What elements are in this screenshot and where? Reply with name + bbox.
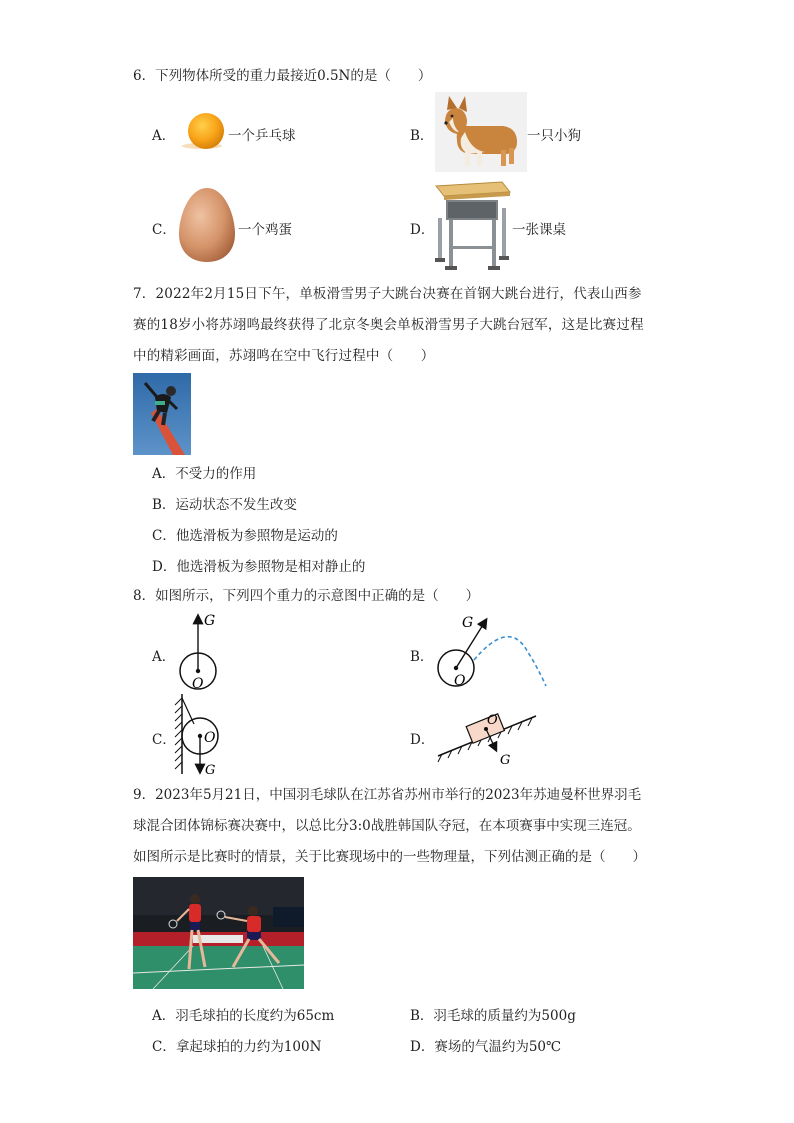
egg-icon: [176, 186, 238, 264]
badminton-match-photo: [133, 877, 304, 989]
center-label-o: O: [454, 673, 466, 689]
q6-stem: 6．下列物体所受的重力最接近0.5N的是（ ）: [133, 68, 432, 84]
force-label-g: G: [462, 615, 474, 631]
q8-option-b-letter: B．: [410, 649, 434, 665]
force-label-g: G: [205, 763, 216, 776]
school-desk-icon: [432, 178, 512, 276]
center-label-o: O: [204, 730, 216, 746]
q6-option-b-letter: B．: [410, 128, 434, 144]
q6-option-d-letter: D．: [410, 222, 435, 238]
q7-stem-line-1: 7．2022年2月15日下午，单板滑雪男子大跳台决赛在首钢大跳台进行，代表山西参: [133, 286, 642, 302]
q8-stem: 8．如图所示，下列四个重力的示意图中正确的是（ ）: [133, 588, 480, 604]
q9-option-a: A．羽毛球拍的长度约为65cm: [152, 1008, 335, 1024]
force-label-g: G: [204, 613, 216, 629]
diagram-c-ball-against-wall: [172, 694, 232, 776]
q6-option-c-text: 一个鸡蛋: [238, 222, 292, 238]
q9-stem-line-3: 如图所示是比赛时的情景，关于比赛现场中的一些物理量，下列估测正确的是（ ）: [133, 849, 646, 865]
diagram-b-ball-projectile: [430, 606, 554, 692]
q7-option-a: A．不受力的作用: [152, 466, 257, 482]
diagram-a-ball-upward-arrow: [170, 606, 240, 692]
q9-stem-line-1: 9．2023年5月21日，中国羽毛球队在江苏省苏州市举行的2023年苏迪曼杯世界羽毛: [133, 787, 642, 803]
q6-option-b-text: 一只小狗: [527, 128, 581, 144]
diagram-d-block-on-incline: [432, 700, 540, 770]
snowboarder-photo: [133, 373, 191, 455]
q6-option-a-letter: A．: [152, 128, 176, 144]
force-label-g: G: [500, 753, 511, 768]
center-label-o: O: [487, 713, 498, 728]
q6-option-a-text: 一个乒乓球: [228, 128, 296, 144]
q8-option-d-letter: D．: [410, 732, 435, 748]
q6-option-d-text: 一张课桌: [512, 222, 566, 238]
corgi-dog-icon: [435, 92, 527, 172]
q7-option-b: B．运动状态不发生改变: [152, 497, 297, 513]
q7-option-d: D．他选滑板为参照物是相对静止的: [152, 559, 366, 575]
center-label-o: O: [192, 676, 204, 692]
q7-stem-line-3: 中的精彩画面，苏翊鸣在空中飞行过程中（ ）: [133, 348, 435, 364]
q9-option-d: D．赛场的气温约为50℃: [410, 1039, 562, 1055]
q9-stem-line-2: 球混合团体锦标赛决赛中，以总比分3:0战胜韩国队夺冠，在本项赛事中实现三连冠。: [133, 818, 641, 834]
q9-option-b: B．羽毛球的质量约为500g: [410, 1008, 576, 1024]
q7-option-c: C．他选滑板为参照物是运动的: [152, 528, 338, 544]
q6-option-c-letter: C．: [152, 222, 176, 238]
ping-pong-ball-icon: [178, 110, 228, 154]
q8-option-c-letter: C．: [152, 732, 176, 748]
q7-stem-line-2: 赛的18岁小将苏翊鸣最终获得了北京冬奥会单板滑雪男子大跳台冠军，这是比赛过程: [133, 317, 644, 333]
q8-option-a-letter: A．: [152, 649, 176, 665]
q9-option-c: C．拿起球拍的力约为100N: [152, 1039, 322, 1055]
